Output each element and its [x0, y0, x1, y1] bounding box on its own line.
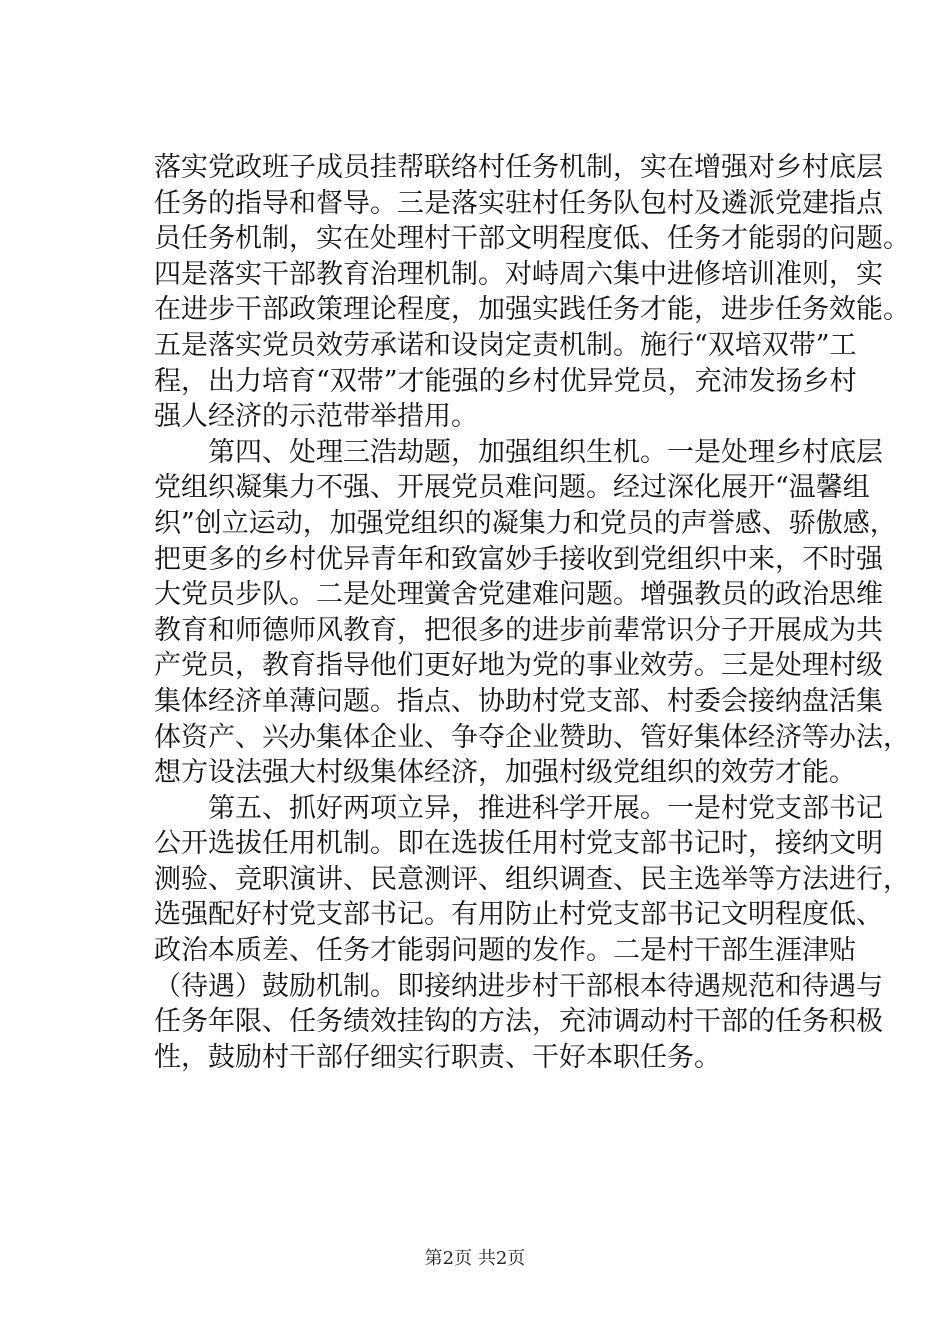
- text-line: 落实党政班子成员挂帮联络村任务机制，实在增强对乡村底层: [154, 152, 883, 183]
- text-line: 测验、竞职演讲、民意测评、组织调查、民主选举等方法进行，: [154, 863, 910, 895]
- text-line: 大党员步队。二是处理黉舍党建难问题。增强教员的政治思维: [154, 579, 883, 611]
- text-line: 织”创立运动，加强党组织的凝集力和党员的声誉感、骄傲感，: [154, 507, 897, 539]
- text-line: 在进步干部政策理论程度，加强实践任务才能，进步任务效能。: [154, 294, 910, 326]
- text-line: 任务的指导和督导。三是落实驻村任务队包村及遴派党建指点: [154, 187, 883, 219]
- text-line: 强人经济的示范带举措用。: [154, 401, 478, 433]
- text-line: 第五、抓好两项立异，推进科学开展。一是村党支部书记: [208, 792, 883, 824]
- text-line: 员任务机制，实在处理村干部文明程度低、任务才能弱的问题。: [154, 223, 910, 255]
- text-line: 公开选拔任用机制。即在选拔任用村党支部书记时，接纳文明: [154, 828, 883, 860]
- text-line: 把更多的乡村优异青年和致富妙手接收到党组织中来，不时强: [154, 543, 883, 575]
- text-line: 程，出力培育“双带”才能强的乡村优异党员，充沛发扬乡村: [154, 365, 857, 397]
- text-line: 选强配好村党支部书记。有用防止村党支部书记文明程度低、: [154, 899, 883, 931]
- text-line: （待遇）鼓励机制。即接纳进步村干部根本待遇规范和待遇与: [154, 970, 883, 1002]
- text-line: 党组织凝集力不强、开展党员难问题。经过深化展开“温馨组: [154, 472, 870, 504]
- text-line: 政治本质差、任务才能弱问题的发作。二是村干部生涯津贴: [154, 935, 856, 967]
- document-body: [154, 150, 910, 1075]
- text-line: 第四、处理三浩劫题，加强组织生机。一是处理乡村底层: [208, 436, 883, 468]
- page-footer: 第2页 共2页: [424, 1248, 526, 1269]
- text-line: 想方设法强大村级集体经济，加强村级党组织的效劳才能。: [154, 757, 856, 789]
- text-line: 五是落实党员效劳承诺和设岗定责机制。施行“双培双带”工: [154, 329, 857, 361]
- text-line: 产党员，教育指导他们更好地为党的事业效劳。三是处理村级: [154, 650, 883, 682]
- text-line: 教育和师德师风教育，把很多的进步前辈常识分子开展成为共: [154, 614, 883, 646]
- text-line: 性，鼓励村干部仔细实行职责、干好本职任务。: [154, 1041, 721, 1073]
- text-line: 体资产、兴办集体企业、争夺企业赞助、管好集体经济等办法，: [154, 721, 910, 753]
- text-line: 任务年限、任务绩效挂钩的方法，充沛调动村干部的任务积极: [154, 1006, 883, 1038]
- text-line: 集体经济单薄问题。指点、协助村党支部、村委会接纳盘活集: [154, 685, 883, 717]
- text-line: 四是落实干部教育治理机制。对峙周六集中进修培训准则，实: [154, 258, 883, 290]
